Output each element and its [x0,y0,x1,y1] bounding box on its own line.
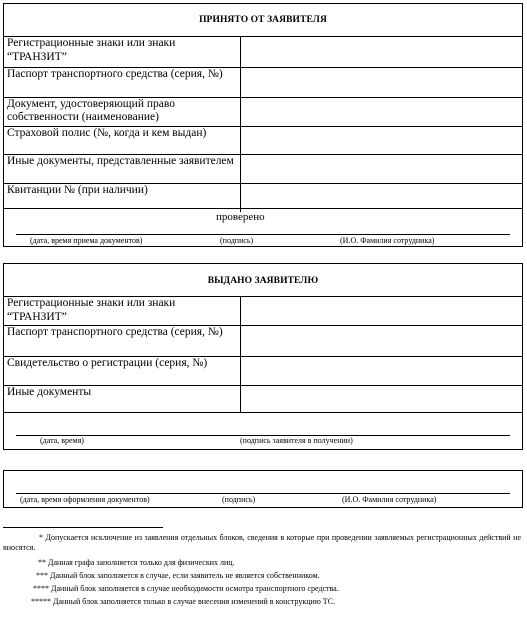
caption-processing-date: (дата, время оформления документов) [20,495,150,504]
table-row [4,356,522,385]
row-value-ownership[interactable] [241,97,523,126]
caption-date: (дата, время) [40,436,84,445]
issued-block [3,263,523,450]
row-value-other-docs[interactable] [241,385,523,412]
row-value-pts[interactable] [241,67,523,97]
row-label-pts: Паспорт транспортного средства (серия, №) [4,325,241,356]
row-label-receipts: Квитанции № (при наличии) [4,183,241,212]
row-label-pts: Паспорт транспортного средства (серия, №) [4,67,241,97]
caption-signature: (подпись) [222,495,256,504]
footnote-2: ** Данная графа заполняется только для физических лиц. [38,558,235,567]
caption-employee-name: (И.О. Фамилия сотрудника) [342,495,437,504]
row-value-plates[interactable] [241,37,523,67]
row-label-registration: Свидетельство о регистрации (серия, №) [4,356,241,385]
accepted-table [4,37,522,212]
footnote-5: ***** Данный блок заполняется только в случае внесения изменений в конструкцию ТС. [31,597,336,606]
table-row [4,126,522,154]
row-label-plates: Регистрационные знаки или знаки “ТРАНЗИТ” [4,297,241,325]
table-row [4,97,522,126]
accepted-block [3,3,523,247]
signature-line[interactable] [16,493,510,494]
caption-signature: (подпись) [220,236,254,245]
row-label-ownership: Документ, удостоверяющий право собственности (наименование) [4,97,241,126]
footnote-divider [3,527,163,528]
issued-title: ВЫДАНО ЗАЯВИТЕЛЮ [4,264,522,297]
footnote-1: * Допускается исключение из заявления отдельных блоков, сведения в которые при проведении заявляемых регистрационных действий не вносятся. [3,533,521,552]
caption-applicant-signature: (подпись заявителя в получении) [240,436,353,445]
checked-label: проверено [216,211,265,223]
table-row [4,297,522,325]
row-value-other-docs[interactable] [241,154,523,183]
row-value-pts[interactable] [241,325,523,356]
table-row [4,154,522,183]
caption-date: (дата, время приема документов) [30,236,143,245]
issued-table [4,297,522,412]
table-row [4,67,522,97]
table-row [4,325,522,356]
signature-line[interactable] [16,234,510,235]
row-label-other-docs: Иные документы, представленные заявителем [4,154,241,183]
row-label-other-docs: Иные документы [4,385,241,412]
footnote-3: *** Данный блок заполняется в случае, если заявитель не является собственником. [36,571,320,580]
footnote-4: **** Данный блок заполняется в случае необходимости осмотра транспортного средства. [33,584,339,593]
row-value-insurance[interactable] [241,126,523,154]
row-value-plates[interactable] [241,297,523,325]
row-label-plates: Регистрационные знаки или знаки “ТРАНЗИТ” [4,37,241,67]
caption-employee-name: (И.О. Фамилия сотрудника) [340,236,435,245]
processing-block [3,470,523,508]
row-label-insurance: Страховой полис (№, когда и кем выдан) [4,126,241,154]
table-row [4,37,522,67]
row-value-registration[interactable] [241,356,523,385]
table-row [4,385,522,412]
accepted-title: ПРИНЯТО ОТ ЗАЯВИТЕЛЯ [4,4,522,37]
